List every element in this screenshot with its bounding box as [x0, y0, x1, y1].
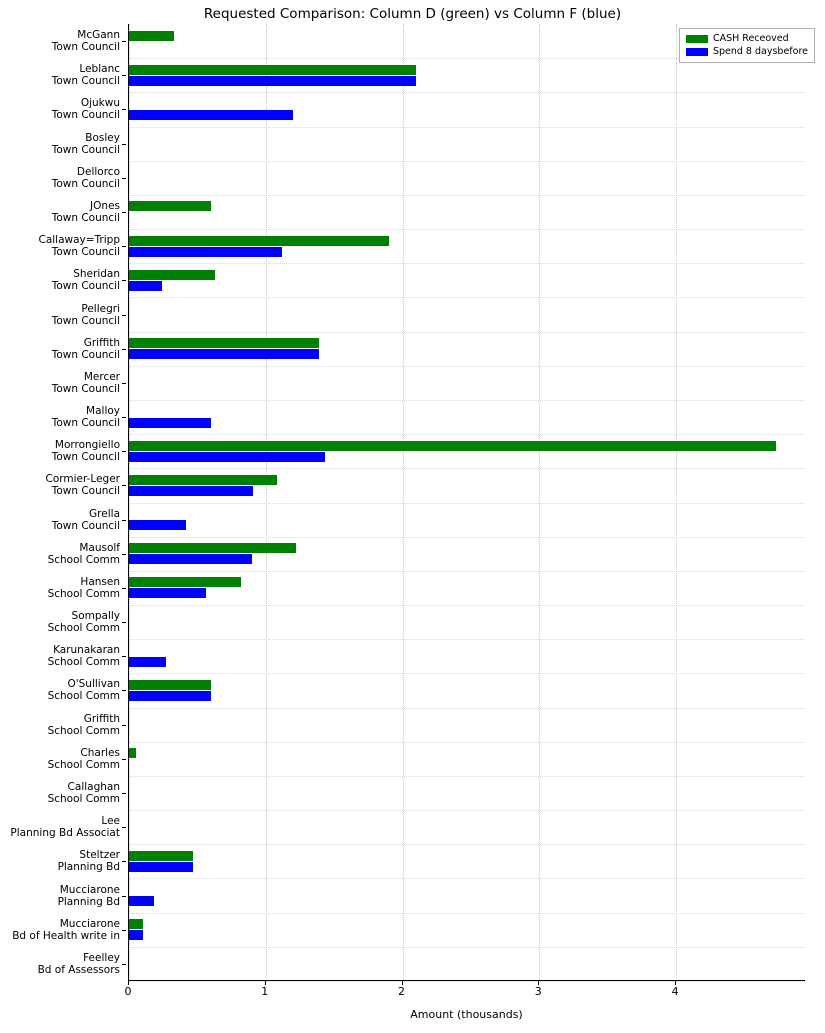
legend — [679, 28, 815, 63]
y-tick-label-office: School Comm — [47, 622, 120, 635]
y-tick — [122, 383, 126, 384]
y-tick-label-name: Mucciarone — [59, 883, 120, 896]
y-tick-label — [10, 815, 120, 839]
y-tick — [122, 827, 126, 828]
y-tick — [122, 109, 126, 110]
x-tick-label: 0 — [124, 985, 132, 998]
y-tick-label-name: Grella — [89, 507, 120, 520]
bar-blue — [129, 691, 211, 701]
y-tick-label — [52, 371, 120, 395]
y-tick-label-name: Griffith — [83, 712, 120, 725]
y-tick — [122, 725, 126, 726]
y-tick-label-name: Morrongiello — [54, 439, 120, 452]
y-tick — [122, 41, 126, 42]
y-tick-label-office: School Comm — [47, 758, 120, 771]
x-tick-label: 4 — [671, 985, 679, 998]
y-tick-label-name: Leblanc — [79, 63, 120, 76]
y-tick — [122, 178, 126, 179]
x-axis-title: Amount (thousands) — [410, 1008, 523, 1021]
y-tick — [122, 144, 126, 145]
y-tick-label — [52, 303, 120, 327]
y-tick-label — [38, 952, 120, 976]
y-tick-label-name: O'Sullivan — [67, 678, 120, 691]
y-tick — [122, 485, 126, 486]
y-tick-label — [58, 849, 120, 873]
y-tick-label-office: Town Council — [51, 211, 120, 224]
y-tick-label — [52, 508, 120, 532]
y-tick-label — [52, 200, 120, 224]
chart-title: Requested Comparison: Column D (green) vs Column F (blue) — [203, 6, 622, 22]
y-tick — [122, 349, 126, 350]
y-tick-label-office: Bd of Health write in — [12, 929, 120, 942]
y-tick — [122, 75, 126, 76]
y-tick-label-office: Town Council — [51, 143, 120, 156]
legend-item — [686, 45, 808, 58]
y-tick-label-office: Town Council — [51, 280, 120, 293]
bar-green — [129, 201, 211, 211]
bar-blue — [129, 418, 211, 428]
y-tick — [122, 930, 126, 931]
legend-label-blue: Spend 8 daysbefore — [712, 46, 808, 57]
bar-blue — [129, 247, 282, 257]
bar-green — [129, 441, 776, 451]
y-tick-label-office: Town Council — [51, 451, 120, 464]
bar-green — [129, 65, 416, 75]
bar-green — [129, 31, 174, 41]
y-tick-label-name: Cormier-Leger — [45, 473, 120, 486]
bar-blue — [129, 554, 252, 564]
y-tick-label-office: Town Council — [51, 314, 120, 327]
y-tick-label — [38, 234, 120, 258]
y-tick-label — [48, 542, 120, 566]
y-tick-label-name: Sheridan — [73, 268, 120, 281]
y-tick-label-name: Mucciarone — [59, 917, 120, 930]
y-tick — [122, 417, 126, 418]
y-tick-label-office: Town Council — [51, 348, 120, 361]
bar-blue — [129, 349, 319, 359]
legend-swatch-blue — [686, 48, 708, 56]
y-tick — [122, 690, 126, 691]
y-tick-label — [58, 884, 120, 908]
bar-blue — [129, 862, 193, 872]
y-tick-label — [52, 439, 120, 463]
y-tick-label — [52, 337, 120, 361]
y-tick-label-office: School Comm — [47, 587, 120, 600]
bar-blue — [129, 657, 166, 667]
x-tick-label: 2 — [398, 985, 406, 998]
y-tick-label — [48, 713, 120, 737]
y-tick-label — [48, 644, 120, 668]
bar-blue — [129, 588, 206, 598]
y-tick-label-office: Planning Bd — [57, 895, 120, 908]
bar-blue — [129, 281, 162, 291]
y-tick-label-office: Town Council — [51, 382, 120, 395]
y-tick-label — [12, 918, 120, 942]
y-tick-label-office: School Comm — [47, 793, 120, 806]
y-tick-label-office: Town Council — [51, 417, 120, 430]
bar-blue — [129, 452, 325, 462]
y-tick-label — [52, 405, 120, 429]
y-tick-label-office: School Comm — [47, 553, 120, 566]
y-tick-label — [52, 132, 120, 156]
y-tick-label-name: JOnes — [90, 199, 120, 212]
y-tick — [122, 793, 126, 794]
y-tick-label-name: Malloy — [86, 405, 120, 418]
x-tick-label: 1 — [261, 985, 269, 998]
y-tick — [122, 588, 126, 589]
y-tick — [122, 554, 126, 555]
bar-green — [129, 680, 211, 690]
y-tick-label-name: Dellorco — [76, 165, 120, 178]
bar-green — [129, 270, 215, 280]
y-tick-label-office: School Comm — [47, 656, 120, 669]
plot-area — [128, 24, 805, 981]
y-tick-label-office: Town Council — [51, 246, 120, 259]
y-tick-label-name: McGann — [77, 29, 120, 42]
bar-green — [129, 475, 277, 485]
y-tick-label-name: Callaway=Tripp — [38, 234, 120, 247]
y-tick-label — [52, 268, 120, 292]
y-tick — [122, 964, 126, 965]
bar-green — [129, 543, 296, 553]
y-tick-label-name: Ojukwu — [80, 97, 120, 110]
bar-blue — [129, 486, 253, 496]
y-tick-label — [46, 473, 121, 497]
y-tick-label-office: Town Council — [51, 519, 120, 532]
y-tick-label-name: Bosley — [85, 131, 120, 144]
y-tick-label — [48, 576, 120, 600]
bar-green — [129, 748, 136, 758]
y-tick-label — [52, 97, 120, 121]
y-tick — [122, 656, 126, 657]
y-tick-label-office: Planning Bd — [57, 861, 120, 874]
y-tick — [122, 622, 126, 623]
y-tick-label-office: Bd of Assessors — [37, 963, 120, 976]
y-tick-label-name: Sompally — [71, 610, 120, 623]
legend-swatch-green — [686, 35, 708, 43]
y-tick-label-office: Planning Bd Associat — [10, 827, 120, 840]
bar-blue — [129, 76, 416, 86]
bar-blue — [129, 110, 293, 120]
y-tick-label-name: Griffith — [83, 336, 120, 349]
y-tick-label-office: Town Council — [51, 485, 120, 498]
y-tick-label-name: Hansen — [80, 575, 120, 588]
y-axis-labels — [0, 24, 126, 981]
bar-green — [129, 236, 389, 246]
x-axis-labels — [124, 981, 805, 1001]
y-tick — [122, 451, 126, 452]
y-tick-label — [48, 610, 120, 634]
y-tick-label-office: Town Council — [51, 177, 120, 190]
y-tick — [122, 315, 126, 316]
legend-item — [686, 32, 808, 45]
y-tick-label — [48, 678, 120, 702]
y-tick-label — [52, 166, 120, 190]
y-tick-label-name: Pellegri — [81, 302, 120, 315]
y-tick — [122, 861, 126, 862]
y-tick-label — [52, 29, 120, 53]
y-tick-label — [48, 781, 120, 805]
y-tick-label-name: Steltzer — [79, 849, 120, 862]
y-tick-label-name: Lee — [101, 815, 120, 828]
bar-green — [129, 577, 241, 587]
bar-green — [129, 851, 193, 861]
y-tick-label-name: Karunakaran — [53, 644, 120, 657]
y-tick-label-office: Town Council — [51, 41, 120, 54]
y-tick-label-name: Callaghan — [67, 781, 120, 794]
y-tick-label-office: Town Council — [51, 109, 120, 122]
y-tick-label-name: Mercer — [83, 370, 120, 383]
y-tick-label-office: School Comm — [47, 690, 120, 703]
bar-green — [129, 919, 143, 929]
legend-label-green: CASH Receoved — [712, 33, 789, 44]
y-tick — [122, 520, 126, 521]
y-tick — [122, 896, 126, 897]
y-tick-label-name: Feelley — [83, 951, 120, 964]
y-tick — [122, 280, 126, 281]
bar-blue — [129, 896, 154, 906]
y-tick-label-name: Charles — [80, 746, 120, 759]
y-tick — [122, 246, 126, 247]
y-tick-label-office: School Comm — [47, 724, 120, 737]
y-tick-label — [48, 747, 120, 771]
bar-blue — [129, 520, 186, 530]
y-tick-label-office: Town Council — [51, 75, 120, 88]
x-tick-label: 3 — [534, 985, 542, 998]
y-tick-label-name: Mausolf — [79, 541, 120, 554]
y-tick-label — [52, 63, 120, 87]
y-tick — [122, 759, 126, 760]
y-tick — [122, 212, 126, 213]
bars-layer — [129, 24, 805, 980]
bar-blue — [129, 930, 143, 940]
bar-green — [129, 338, 319, 348]
